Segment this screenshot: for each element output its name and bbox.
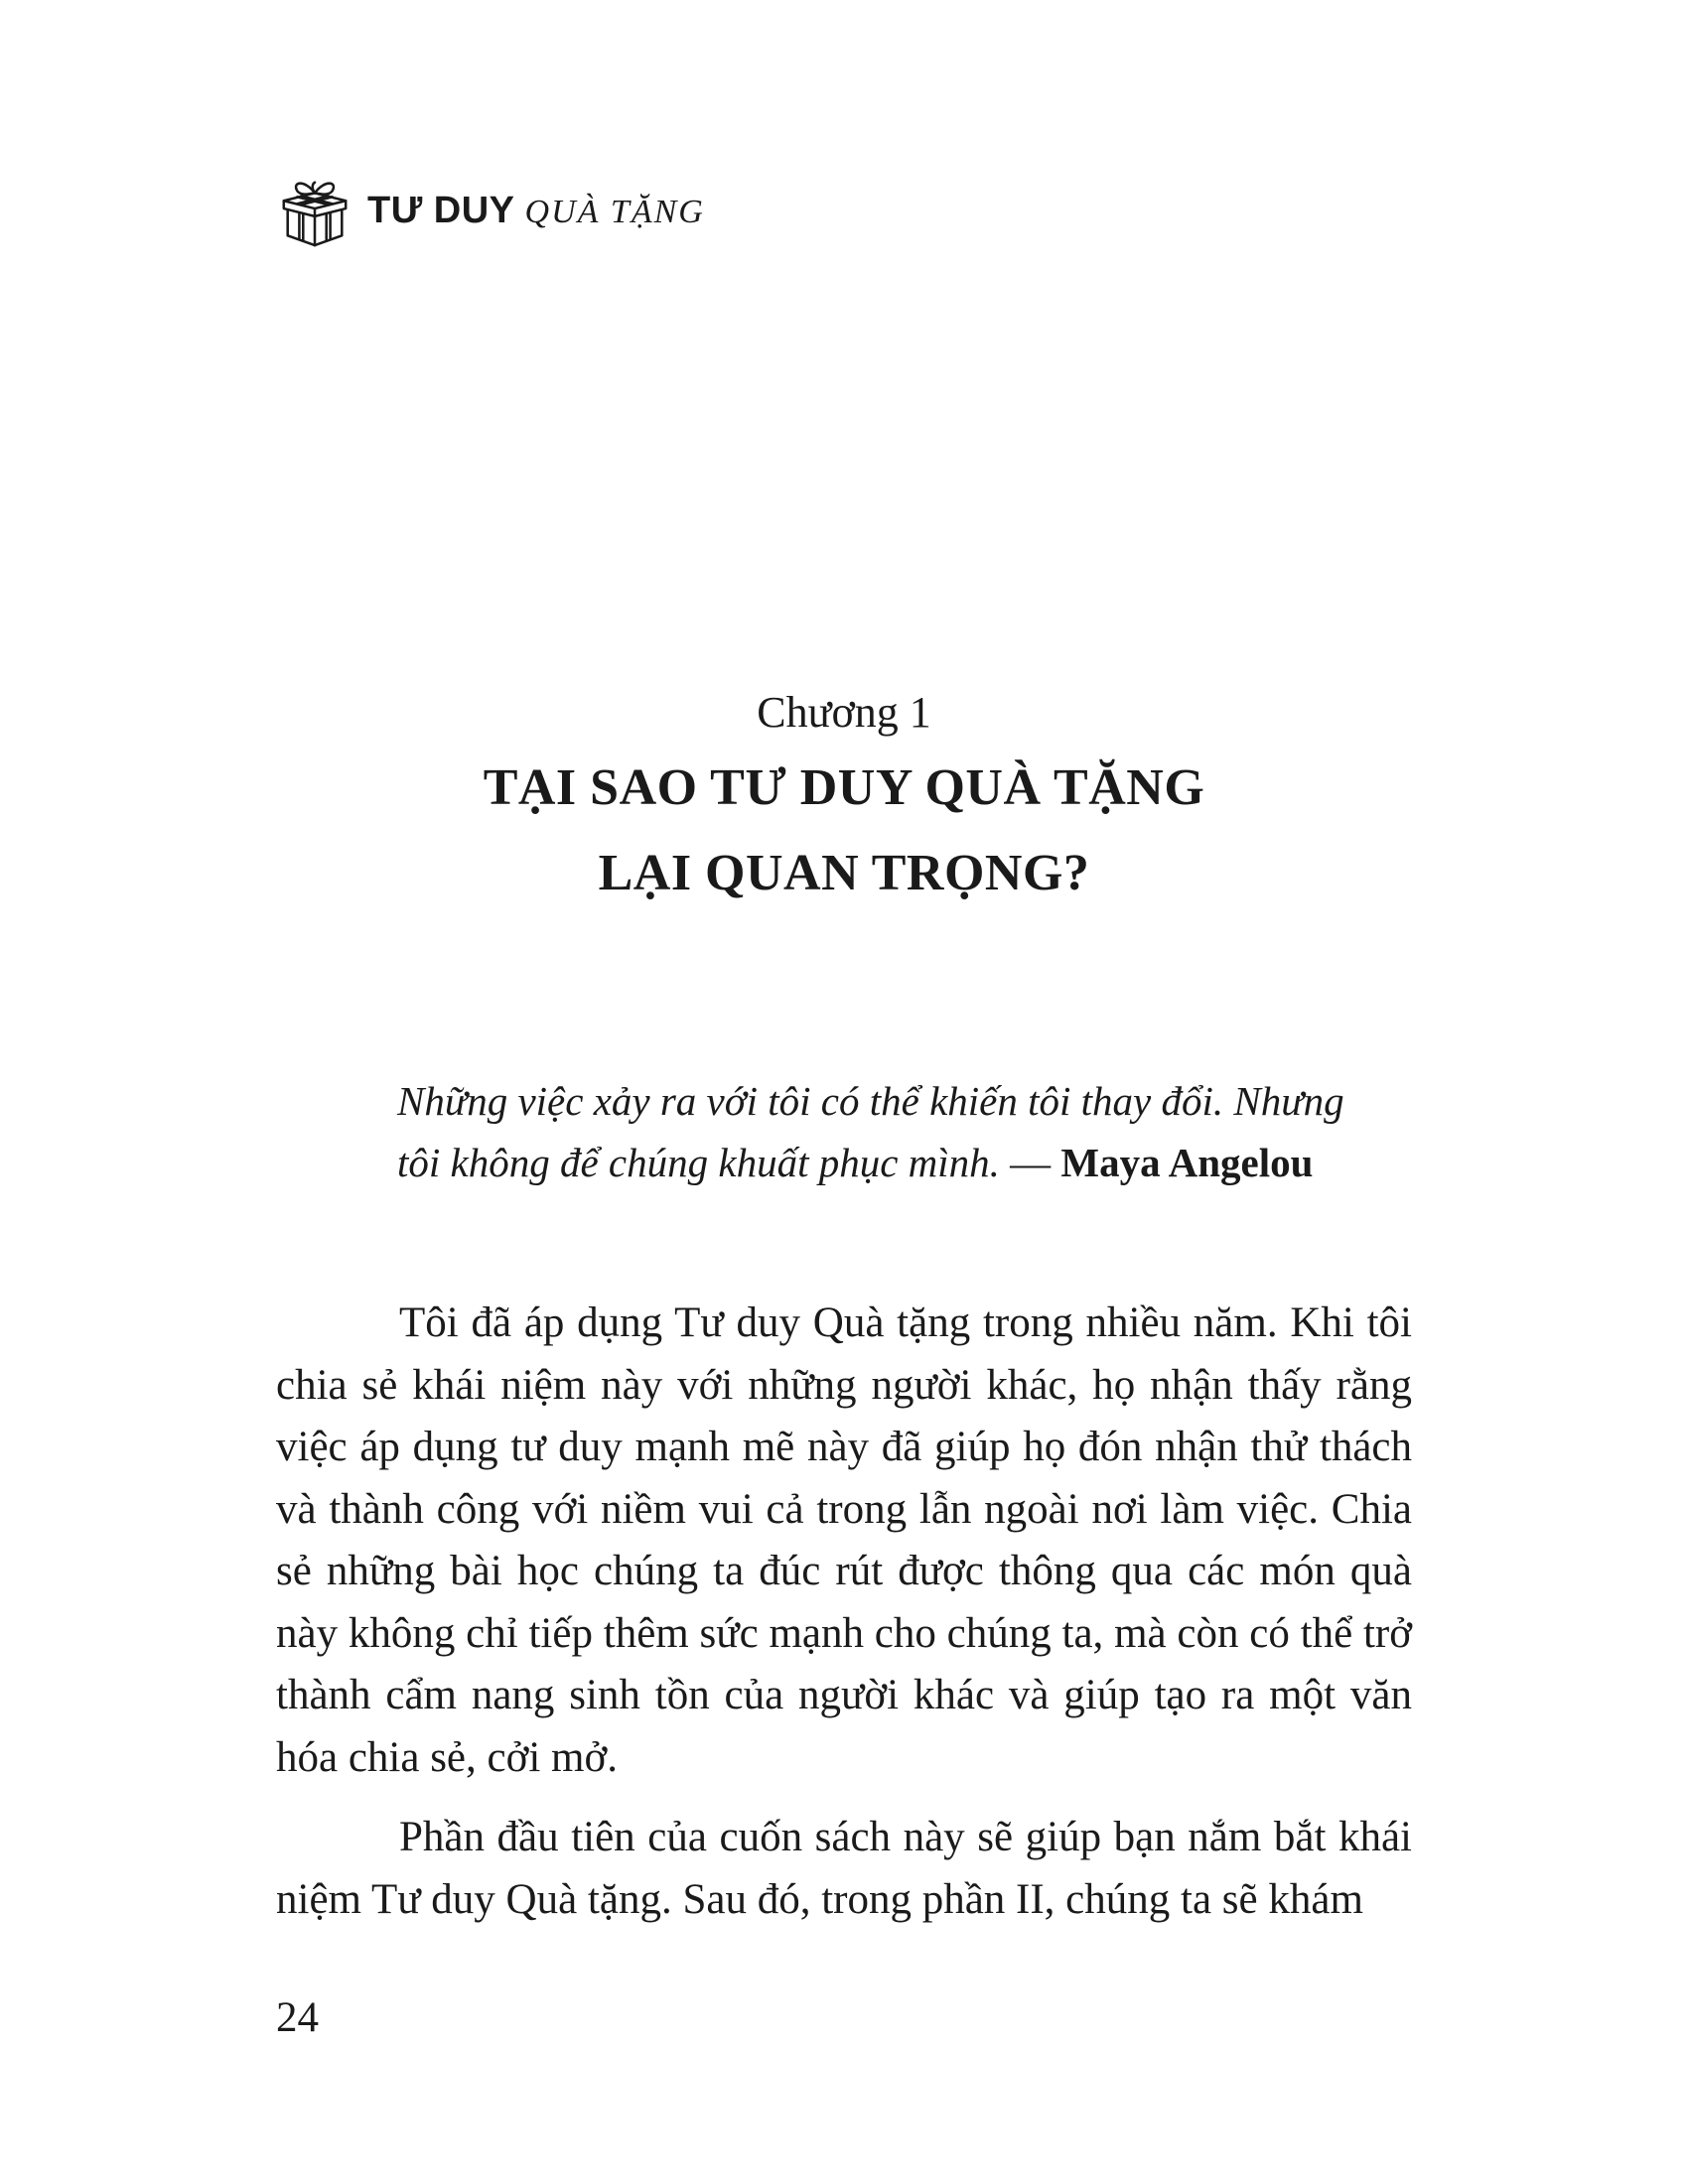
gift-box-icon <box>276 172 353 249</box>
chapter-title-line-1: TẠI SAO TƯ DUY QUÀ TẶNG <box>483 759 1205 816</box>
chapter-title-line-2: LẠI QUAN TRỌNG? <box>598 845 1090 901</box>
running-header <box>276 171 705 250</box>
epigraph <box>397 1070 1344 1193</box>
epigraph-line-2-text: tôi không để chúng khuất phục mình. <box>397 1140 1000 1185</box>
header-title-bold: TƯ DUY <box>367 190 515 231</box>
chapter-label: Chương 1 <box>757 688 931 737</box>
body-paragraph-2: Phần đầu tiên của cuốn sách này sẽ giúp bạn nắm bắt khái niệm Tư duy Quà tặng. Sau đó, trong phần II, chúng ta sẽ khám <box>276 1814 1412 1923</box>
epigraph-dash: — <box>1010 1140 1052 1185</box>
header-title-script: QUÀ TẶNG <box>524 194 705 230</box>
page-number: 24 <box>276 1994 319 2041</box>
epigraph-line-1: Những việc xảy ra với tôi có thể khiến tôi thay đổi. Nhưng <box>397 1078 1344 1124</box>
epigraph-line-2 <box>397 1132 1331 1193</box>
running-header-title <box>367 192 705 229</box>
body-paragraph-1: Tôi đã áp dụng Tư duy Quà tặng trong nhiều năm. Khi tôi chia sẻ khái niệm này với những người khác, họ nhận thấy rằng việc áp dụng tư duy mạnh mẽ này đã giúp họ đón nhận thử thách và thành công với niềm vui cả trong lẫn ngoài nơi làm việc. Chia sẻ những bài học chúng ta đúc rút được thông qua các món quà này không chỉ tiếp thêm sức mạnh cho chúng ta, mà còn có thể trở thành cẩm nang sinh tồn của người khác và giúp tạo ra một văn hóa chia sẻ, cởi mở. <box>276 1299 1412 1781</box>
epigraph-author: Maya Angelou <box>1060 1140 1314 1185</box>
